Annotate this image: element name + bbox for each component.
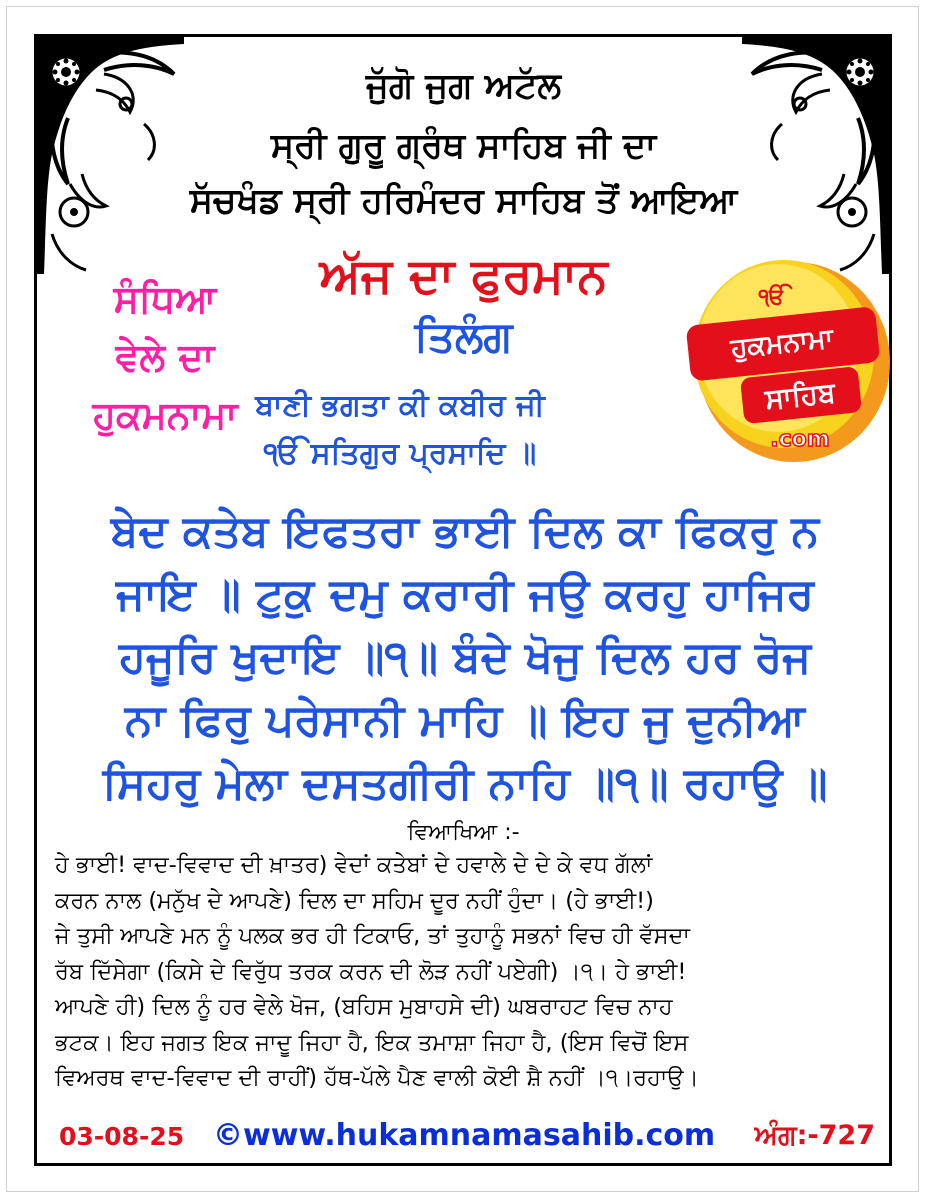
vyakhya-line: ਵਿਅਰਥ ਵਾਦ-ਵਿਵਾਦ ਦੀ ਰਾਹੀਂ) ਹੱਥ-ਪੱਲੇ ਪੈਣ ਵਾਲੀ ਕੋਈ ਸ਼ੈ ਨਹੀਂ ।੧।ਰਹਾਉ।	[55, 1065, 699, 1091]
header-line-2: ਸ੍ਰੀ ਗੁਰੂ ਗ੍ਰੰਥ ਸਾਹਿਬ ਜੀ ਦਾ	[270, 126, 657, 166]
bani-author: ਬਾਣੀ ਭਗਤਾ ਕੀ ਕਬੀਰ ਜੀ	[255, 388, 545, 423]
badge-line-2: ਸਾਹਿਬ	[763, 375, 837, 416]
badge-line-3: .com	[770, 427, 830, 452]
shabad-line: ਹਜੂਰਿ ਖੁਦਾਇ ॥੧॥ ਬੰਦੇ ਖੋਜੁ ਦਿਲ ਹਰ ਰੋਜ	[118, 632, 812, 683]
vyakhya-text	[55, 848, 875, 1097]
vyakhya-line: ਜੇ ਤੁਸੀ ਆਪਣੇ ਮਨ ਨੂੰ ਪਲਕ ਭਰ ਹੀ ਟਿਕਾਓ, ਤਾਂ ਤੁਹਾਨੂੰ ਸਭਨਾਂ ਵਿਚ ਹੀ ਵੱਸਦਾ	[55, 923, 690, 949]
evening-label-line-1: ਸੰਧਿਆ	[113, 277, 217, 321]
evening-label-line-2: ਵੇਲੇ ਦਾ	[115, 335, 215, 379]
evening-label-line-3: ਹੁਕਮਨਾਮਾ	[92, 393, 238, 437]
footer-ang-number: ਅੰਗ:-727	[754, 1120, 875, 1151]
farmaan-title: ਅੱਜ ਦਾ ਫੁਰਮਾਨ	[319, 248, 608, 304]
vyakhya-line: ਰੱਬ ਦਿੱਸੇਗਾ (ਕਿਸੇ ਦੇ ਵਿਰੁੱਧ ਤਰਕ ਕਰਨ ਦੀ ਲੋੜ ਨਹੀਂ ਪਏਗੀ) ।੧। ਹੇ ਭਾਈ!	[55, 958, 687, 985]
vyakhya-line: ਕਰਨ ਨਾਲ (ਮਨੁੱਖ ਦੇ ਆਪਣੇ) ਦਿਲ ਦਾ ਸਹਿਮ ਦੂਰ ਨਹੀਂ ਹੁੰਦਾ। (ਹੇ ਭਾਈ!)	[55, 887, 654, 914]
mangalacharan: ੴ ਸਤਿਗੁਰ ਪ੍ਰਸਾਦਿ ॥	[263, 436, 537, 471]
shabad-text	[55, 500, 875, 815]
hukamnama-sahib-logo	[682, 252, 892, 467]
badge-line-1: ਹੁਕਮਨਾਮਾ	[729, 322, 835, 365]
footer-date: 03-08-25	[59, 1122, 185, 1151]
vyakhya-line: ਆਪਣੇ ਹੀ) ਦਿਲ ਨੂੰ ਹਰ ਵੇਲੇ ਖੋਜ, (ਬਹਿਸ ਮੁਬਾਹਸੇ ਦੀ) ਘਬਰਾਹਟ ਵਿਚ ਨਾਹ	[55, 994, 673, 1020]
shabad-line: ਸਿਹਰੁ ਮੇਲਾ ਦਸਤਗੀਰੀ ਨਾਹਿ ॥੧॥ ਰਹਾਉ ॥	[102, 758, 828, 809]
footer-website-link[interactable]: ©www.hukamnamasahib.com	[213, 1118, 716, 1153]
vyakhya-line: ਭਟਕ। ਇਹ ਜਗਤ ਇਕ ਜਾਦੂ ਜਿਹਾ ਹੈ, ਇਕ ਤਮਾਸ਼ਾ ਜਿਹਾ ਹੈ, (ਇਸ ਵਿਚੋਂ ਇਸ	[55, 1029, 689, 1056]
shabad-line: ਨਾ ਫਿਰੁ ਪਰੇਸਾਨੀ ਮਾਹਿ ॥ ਇਹ ਜੁ ਦੁਨੀਆ	[125, 695, 805, 746]
raag-name: ਤਿਲੰਗ	[414, 312, 513, 361]
vyakhya-line: ਹੇ ਭਾਈ! ਵਾਦ-ਵਿਵਾਦ ਦੀ ਖ਼ਾਤਰ) ਵੇਦਾਂ ਕਤੇਬਾਂ ਦੇ ਹਵਾਲੇ ਦੇ ਦੇ ਕੇ ਵਧ ਗੱਲਾਂ	[55, 852, 653, 878]
shabad-line: ਬੇਦ ਕਤੇਬ ਇਫਤਰਾ ਭਾਈ ਦਿਲ ਕਾ ਫਿਕਰੁ ਨ	[110, 506, 820, 557]
header-line-1: ਜੁੱਗੋ ਜੁਗ ਅਟੱਲ	[366, 66, 561, 106]
badge-symbol: ੴ	[758, 285, 786, 310]
vyakhya-heading: ਵਿਆਖਿਆ :-	[407, 820, 520, 845]
evening-hukamnama-label	[70, 270, 260, 444]
header-line-3: ਸੱਚਖੰਡ ਸ੍ਰੀ ਹਰਿਮੰਦਰ ਸਾਹਿਬ ਤੋਂ ਆਇਆ	[189, 181, 738, 221]
shabad-line: ਜਾਇ ॥ ਟੁਕੁ ਦਮੁ ਕਰਾਰੀ ਜਉ ਕਰਹੁ ਹਾਜਿਰ	[116, 569, 814, 620]
footer	[55, 1118, 875, 1158]
